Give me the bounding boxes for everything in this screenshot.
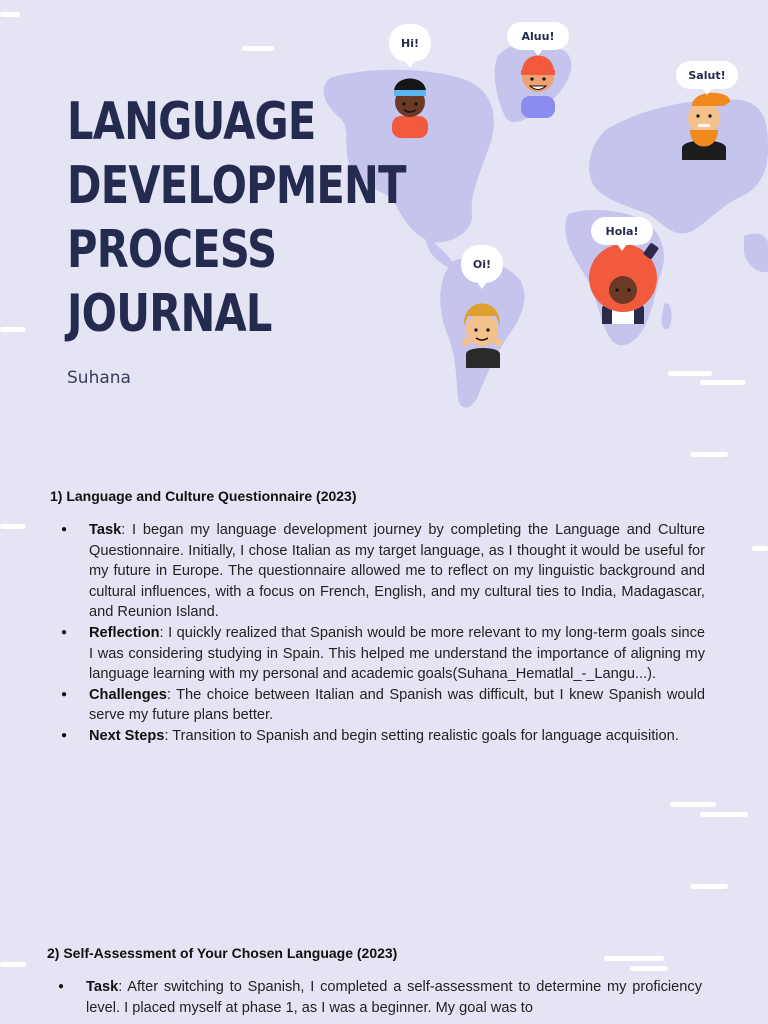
decor-cloud: [690, 884, 728, 889]
decor-cloud: [242, 46, 274, 51]
section-heading: 2) Self-Assessment of Your Chosen Language (2023): [47, 945, 398, 961]
cover-hero: [0, 0, 768, 430]
decor-cloud: [630, 966, 668, 971]
bubble-hi: Hi!: [389, 24, 431, 62]
section-list: [58, 977, 702, 1024]
item-text: : The choice between Italian and Spanish was difficult, but I knew Spanish would serve my future plans better.: [89, 686, 705, 724]
bubble-salut: Salut!: [676, 61, 738, 89]
section-heading: 1) Language and Culture Questionnaire (2023): [50, 488, 357, 504]
decor-cloud: [690, 452, 728, 457]
list-item: [61, 520, 705, 623]
item-text: : I quickly realized that Spanish would be more relevant to my long-term goals since I was considering studying in Spain. This helped me understand the importance of aligning my language learning with my personal and academic goals(Suhana_Hematlal_-_Langu...).: [89, 624, 705, 683]
decor-cloud: [604, 956, 664, 961]
item-text: : Transition to Spanish and begin setting realistic goals for language acquisition.: [164, 727, 679, 744]
item-text: : After switching to Spanish, I completed a self-assessment to determine my proficiency level. I placed myself at phase 1, as I was a beginner. My goal was to: [86, 979, 702, 1016]
item-text: : I began my language development journey by completing the Language and Culture Questionnaire. Initially, I chose Italian as my target language, as I thought it would be useful for my future in Europe. The questionnaire allowed me to reflect on my linguistic background and cultural influences, with a focus on French, English, and my cultural ties to India, Madagascar, and Reunion Island.: [89, 522, 705, 621]
author-name: Suhana: [67, 368, 131, 388]
decor-cloud: [670, 802, 716, 807]
bubble-oi: Oi!: [461, 245, 503, 283]
decor-cloud: [0, 524, 26, 529]
list-item: [61, 726, 705, 747]
bubble-aluu: Aluu!: [507, 22, 569, 50]
title-line: DEVELOPMENT: [67, 156, 406, 216]
decor-cloud: [0, 962, 26, 967]
list-item: [58, 977, 702, 1018]
bubble-hola: Hola!: [591, 217, 653, 245]
title-line: JOURNAL: [67, 284, 272, 344]
list-item: [61, 623, 705, 685]
list-item: [61, 685, 705, 726]
avatar-oi: [462, 304, 502, 369]
decor-cloud: [752, 546, 768, 551]
item-label: Challenges: [89, 686, 167, 703]
item-label: Next Steps: [89, 727, 165, 744]
title-line: LANGUAGE: [67, 92, 316, 152]
item-label: Task: [86, 979, 119, 995]
section-list: [61, 520, 705, 747]
decor-cloud: [668, 371, 712, 376]
page-title: [67, 90, 406, 346]
item-label: Task: [89, 522, 122, 538]
decor-cloud: [700, 812, 748, 817]
title-line: PROCESS: [67, 220, 277, 280]
item-label: Reflection: [89, 624, 160, 641]
decor-cloud: [700, 380, 746, 385]
decor-cloud: [0, 327, 26, 332]
decor-cloud: [0, 12, 20, 17]
